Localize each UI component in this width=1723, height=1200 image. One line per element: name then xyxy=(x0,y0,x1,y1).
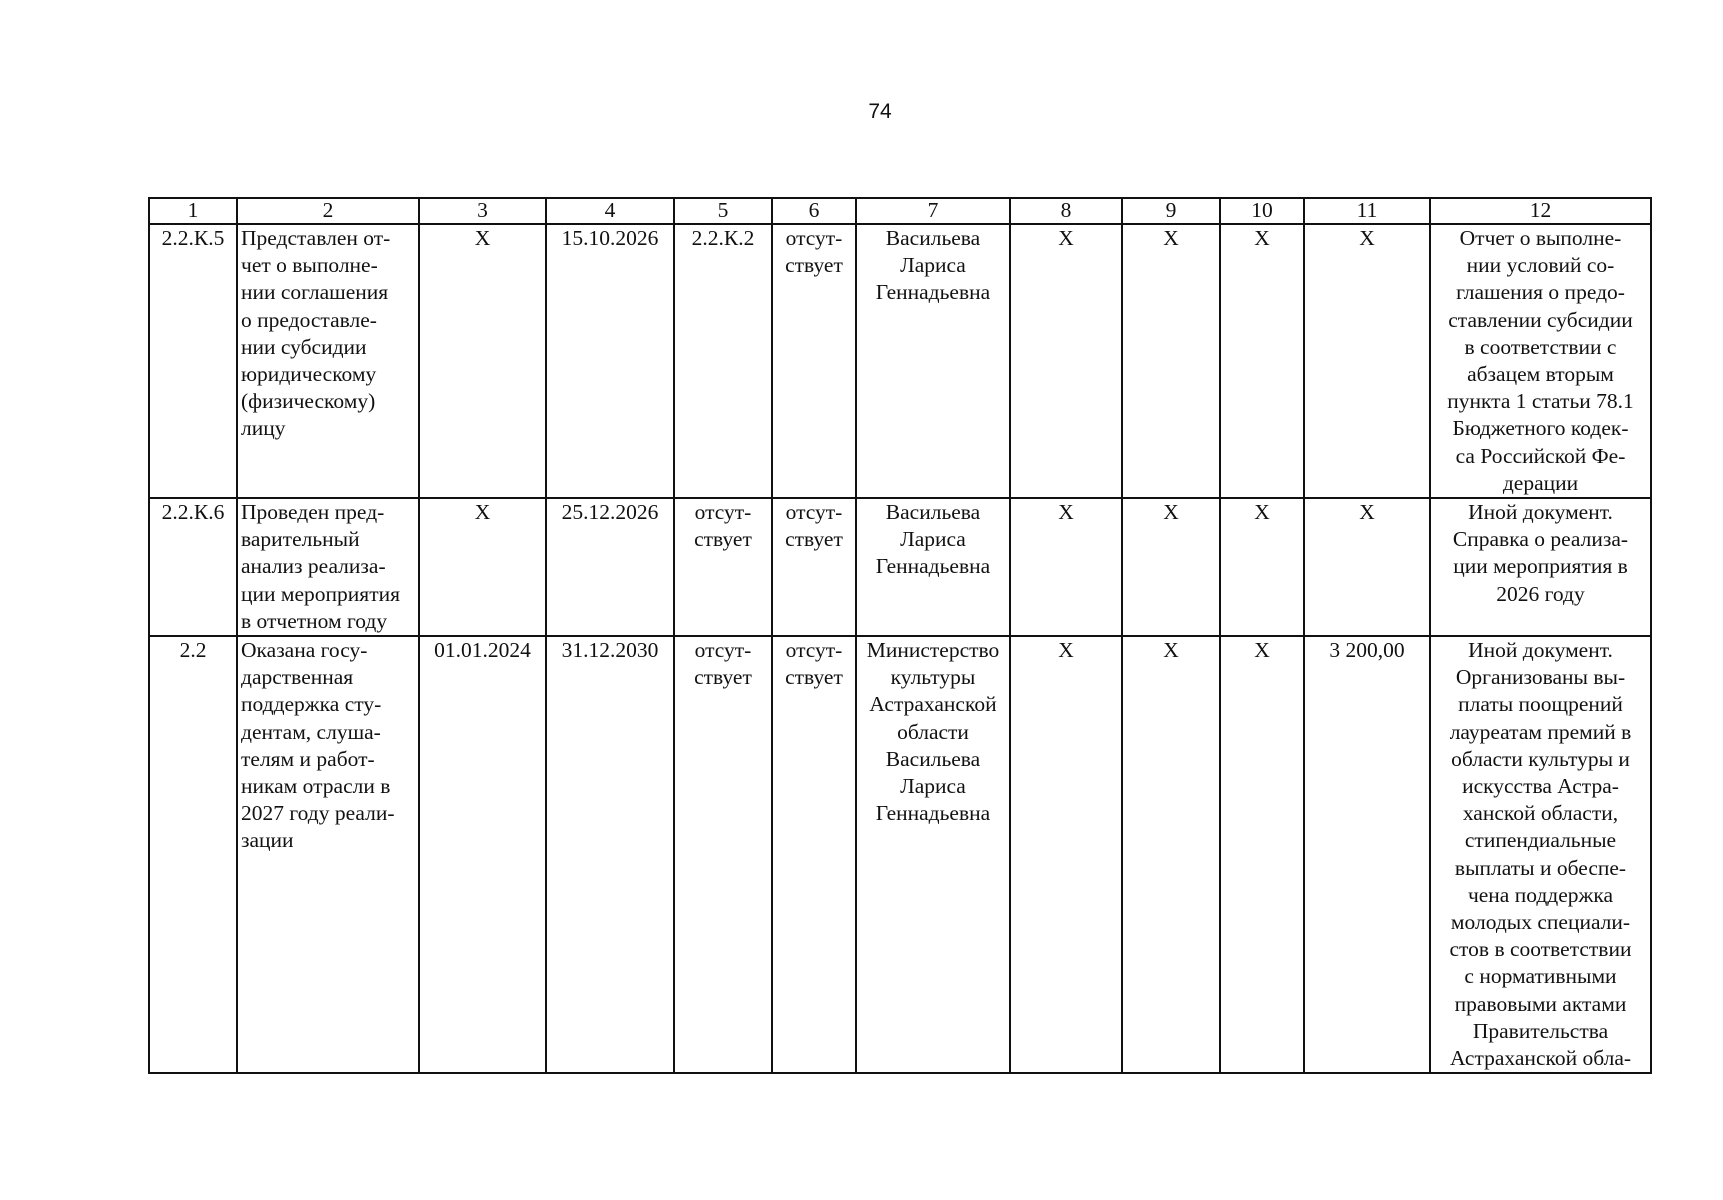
item-code-cell: 2.2.К.6 xyxy=(149,498,237,636)
document-cell: Иной документ. Организованы вы- платы поощрений лауреатам премий в области культуры и искусства Астра- ханской области, стипендиальные выплаты и обеспе- чена поддержка молодых специали- стов в соответствии с нормативными правовыми актами Правительства Астраханской обла- xyxy=(1430,636,1651,1073)
funding-cell: X xyxy=(1304,498,1430,636)
column-number: 6 xyxy=(772,198,856,224)
value-cell-8: X xyxy=(1010,636,1122,1073)
table-row xyxy=(149,636,1651,1073)
column-number: 8 xyxy=(1010,198,1122,224)
value-cell-8: X xyxy=(1010,498,1122,636)
funding-cell: X xyxy=(1304,224,1430,498)
end-date-cell: 31.12.2030 xyxy=(546,636,674,1073)
column-number: 10 xyxy=(1220,198,1304,224)
funding-cell: 3 200,00 xyxy=(1304,636,1430,1073)
plan-table xyxy=(148,197,1652,1074)
item-name-cell: Представлен от- чет о выполне- нии соглашения о предоставле- нии субсидии юридическому (физическому) лицу xyxy=(237,224,419,498)
value-cell-10: X xyxy=(1220,498,1304,636)
item-name-cell: Проведен пред- варительный анализ реализа- ции мероприятия в отчетном году xyxy=(237,498,419,636)
predecessor-cell: отсут- ствует xyxy=(674,636,772,1073)
column-number: 5 xyxy=(674,198,772,224)
end-date-cell: 15.10.2026 xyxy=(546,224,674,498)
column-number: 11 xyxy=(1304,198,1430,224)
predecessor-cell: отсут- ствует xyxy=(674,498,772,636)
start-date-cell: X xyxy=(419,498,546,636)
item-code-cell: 2.2.К.5 xyxy=(149,224,237,498)
column-number: 1 xyxy=(149,198,237,224)
responsible-cell: Васильева Лариса Геннадьевна xyxy=(856,224,1010,498)
responsible-cell: Министерство культуры Астраханской области Васильева Лариса Геннадьевна xyxy=(856,636,1010,1073)
item-code-cell: 2.2 xyxy=(149,636,237,1073)
column-number: 9 xyxy=(1122,198,1220,224)
column-number: 7 xyxy=(856,198,1010,224)
page-number: 74 xyxy=(868,100,892,123)
value-cell-9: X xyxy=(1122,498,1220,636)
start-date-cell: X xyxy=(419,224,546,498)
item-name-cell: Оказана госу- дарственная поддержка сту- дентам, слуша- телям и работ- никам отрасли в 2027 году реали- зации xyxy=(237,636,419,1073)
column-number: 12 xyxy=(1430,198,1651,224)
column-number: 4 xyxy=(546,198,674,224)
value-cell-9: X xyxy=(1122,636,1220,1073)
value-cell-10: X xyxy=(1220,224,1304,498)
column-number: 2 xyxy=(237,198,419,224)
start-date-cell: 01.01.2024 xyxy=(419,636,546,1073)
value-cell-8: X xyxy=(1010,224,1122,498)
table-header-row xyxy=(149,198,1651,224)
predecessor-cell: 2.2.К.2 xyxy=(674,224,772,498)
responsible-cell: Васильева Лариса Геннадьевна xyxy=(856,498,1010,636)
table-row xyxy=(149,224,1651,498)
document-cell: Отчет о выполне- нии условий со- глашения о предо- ставлении субсидии в соответствии с абзацем вторым пункта 1 статьи 78.1 Бюджетного кодек- са Российской Фе- дерации xyxy=(1430,224,1651,498)
document-cell: Иной документ. Справка о реализа- ции мероприятия в 2026 году xyxy=(1430,498,1651,636)
successor-cell: отсут- ствует xyxy=(772,224,856,498)
column-number: 3 xyxy=(419,198,546,224)
value-cell-10: X xyxy=(1220,636,1304,1073)
successor-cell: отсут- ствует xyxy=(772,636,856,1073)
table-row xyxy=(149,498,1651,636)
successor-cell: отсут- ствует xyxy=(772,498,856,636)
value-cell-9: X xyxy=(1122,224,1220,498)
end-date-cell: 25.12.2026 xyxy=(546,498,674,636)
